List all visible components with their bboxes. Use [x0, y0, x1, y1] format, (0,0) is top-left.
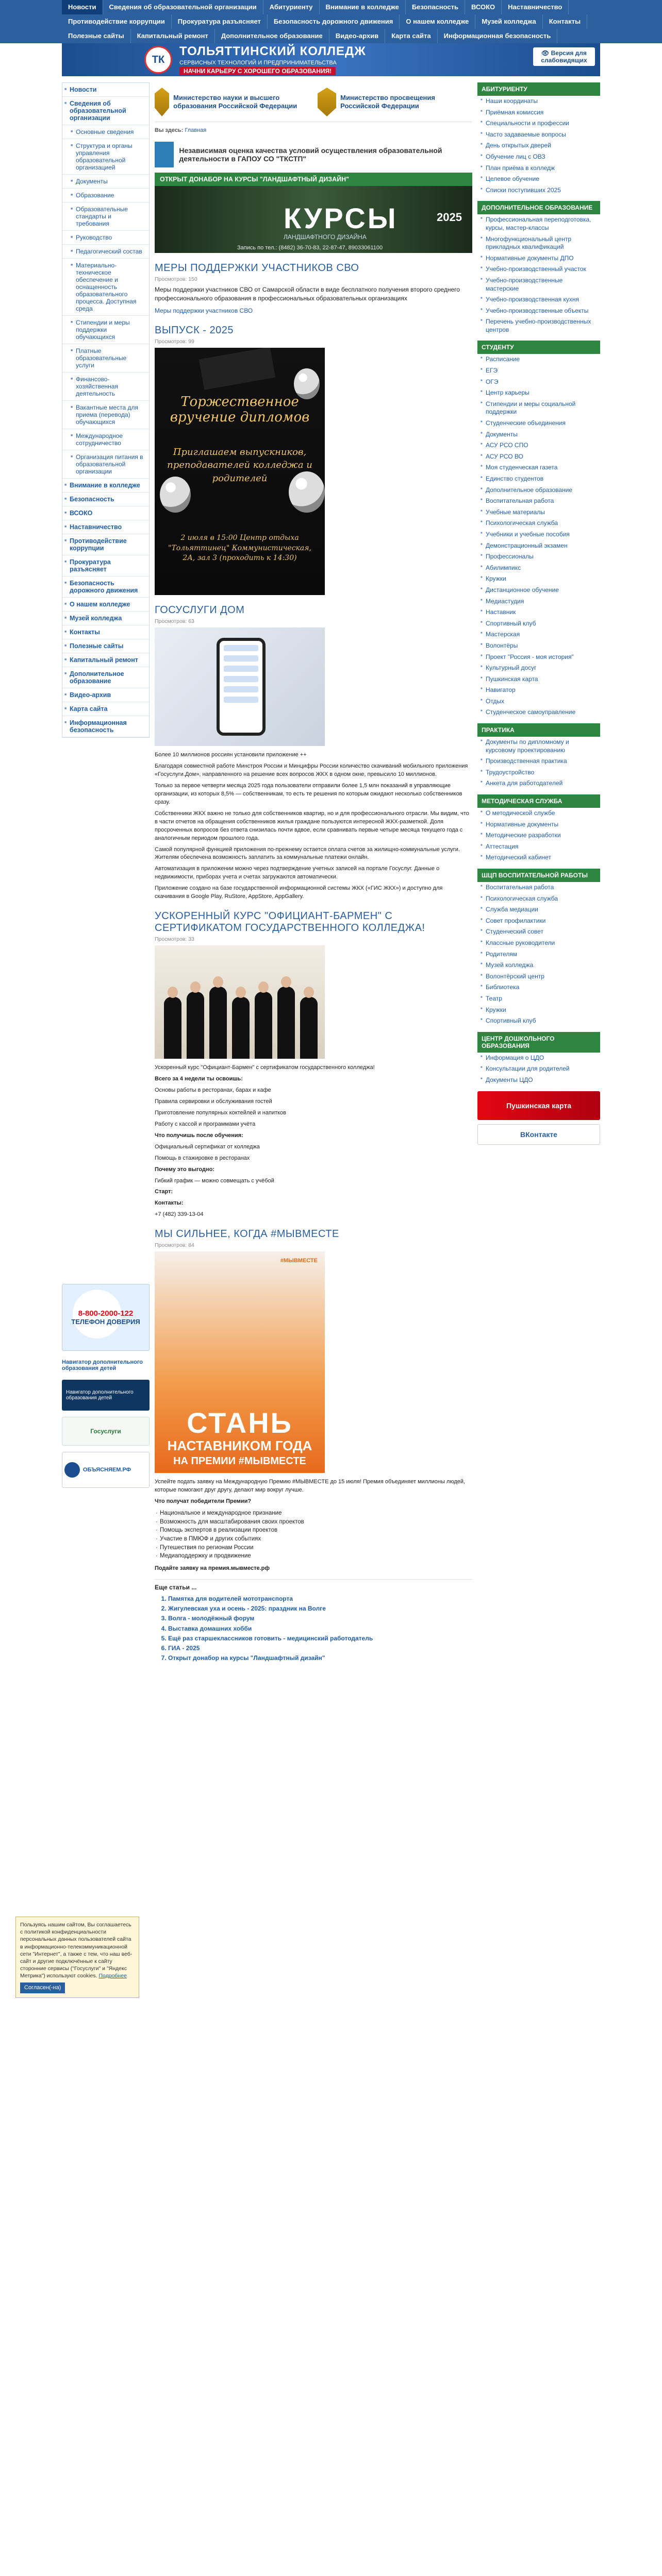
right-block-link[interactable]: ■ Кружки: [477, 1005, 600, 1016]
left-menu-item[interactable]: ■ Сведения об образовательной организации: [62, 97, 149, 125]
right-block-link[interactable]: ■ Моя студенческая газета: [477, 462, 600, 473]
left-menu-item[interactable]: ■ Образовательные стандарты и требования: [62, 202, 149, 231]
news-article: [155, 325, 472, 595]
left-menu-item[interactable]: ■ Образование: [62, 189, 149, 202]
news-detail-line: +7 (482) 339-13-04: [155, 1211, 204, 1218]
topnav-item[interactable]: Наставничество: [502, 0, 569, 14]
news-views: Просмотров: 84: [155, 1242, 194, 1249]
left-menu-item[interactable]: ■ Информационная безопасность: [62, 716, 149, 737]
news-text: Успейте подать заявку на Международную Премию #МЫВМЕСТЕ до 15 июля! Премия объединяет миллионы людей, которые помогают друг другу, делают мир вокруг лучше.: [155, 1479, 466, 1494]
graduation-cap-icon: [199, 348, 275, 390]
news-detail-line: Гибкий график — можно совмещать с учёбой: [155, 1177, 274, 1184]
more-article-link[interactable]: 2. Жигулевская уха и осень - 2025: праздник на Волге: [168, 1604, 472, 1614]
right-block-link[interactable]: ■ Дополнительное образование: [477, 485, 600, 496]
right-block-link[interactable]: ■ Наставник: [477, 607, 600, 618]
news-list-item: · Возможность для масштабирования своих проектов: [155, 1518, 472, 1527]
news-title[interactable]: УСКОРЕННЫЙ КУРС "ОФИЦИАНТ-БАРМЕН" С СЕРТИФИКАТОМ ГОСУДАРСТВЕННОГО КОЛЛЕДЖА!: [155, 910, 425, 934]
news-list-item: · Помощь экспертов в реализации проектов: [155, 1526, 472, 1535]
ministry-science[interactable]: [155, 88, 309, 116]
left-menu-item[interactable]: ■ Документы: [62, 175, 149, 189]
right-block-link[interactable]: ■ Отдых: [477, 696, 600, 707]
left-menu-item[interactable]: ■ Материально-техническое обеспечение и оснащенность образовательного процесса. Доступная среда: [62, 259, 149, 316]
mentor-award-poster: [155, 1251, 325, 1473]
right-block: [477, 723, 600, 789]
waiter-course-photo: [155, 945, 325, 1059]
person-figure: [277, 987, 295, 1059]
right-block-link[interactable]: ■ День открытых дверей: [477, 140, 600, 151]
navigator-banner[interactable]: [62, 1380, 150, 1411]
right-block-link[interactable]: ■ Информация о ЦДО: [477, 1053, 600, 1064]
right-block-heading: ЦЕНТР ДОШКОЛЬНОГО ОБРАЗОВАНИЯ: [477, 1032, 600, 1053]
ministry-science-label: Министерство науки и высшего образования Российской Федерации: [173, 94, 297, 110]
right-block-link[interactable]: ■ Учебно-производственная кухня: [477, 294, 600, 306]
left-menu-item[interactable]: ■ О нашем колледже: [62, 598, 149, 612]
person-head: [281, 976, 291, 988]
left-sidebar: [62, 82, 150, 1663]
left-menu-item[interactable]: ■ Новости: [62, 83, 149, 97]
right-block-link[interactable]: ■ Учебно-производственные объекты: [477, 306, 600, 317]
person-head: [304, 987, 314, 998]
right-block-link[interactable]: ■ Пушкинская карта: [477, 674, 600, 685]
news-list-item: · Национальное и международное признание: [155, 1509, 472, 1518]
right-block-link[interactable]: ■ Анкета для работодателей: [477, 778, 600, 789]
right-block-link[interactable]: ■ Консультации для родителей: [477, 1063, 600, 1075]
news-paragraph: Более 10 миллионов россиян установили приложение ++: [155, 752, 307, 758]
person-figure: [232, 997, 250, 1059]
obyasnyaem-icon: [64, 1462, 80, 1478]
right-block-link[interactable]: ■ Многофункциональный центр прикладных квалификаций: [477, 234, 600, 253]
news-article: [155, 1228, 472, 1573]
right-block-link[interactable]: ■ Мастерская: [477, 629, 600, 640]
gosuslugi-label: Госуслуги: [90, 1428, 121, 1435]
quality-assessment-label: Независимая оценка качества условий осуществления образовательной деятельности в ГАПОУ СО "ТКСТП": [179, 146, 442, 163]
college-logo[interactable]: ТК: [144, 46, 172, 74]
right-block-link[interactable]: ■ Нормативные документы ДПО: [477, 253, 600, 264]
news-detail-line: Приготовление популярных коктейлей и напитков: [155, 1109, 287, 1116]
breadcrumb-prefix: Вы здесь:: [155, 127, 184, 133]
right-block-link[interactable]: ■ Кружки: [477, 573, 600, 585]
right-block-link[interactable]: ■ Профессиональная переподготовка, курсы, мастер-классы: [477, 214, 600, 233]
header-titles: [179, 44, 366, 75]
left-menu-item[interactable]: ■ Прокуратура разъясняет: [62, 555, 149, 577]
top-navigation: [0, 0, 662, 43]
right-block-link[interactable]: ■ Учебные материалы: [477, 507, 600, 518]
news-paragraph: Только за первое четверти месяца 2025 года пользователи отправили более 1,5 млн показаний в управляющие организации, из которых 8,5% — собственникам, то есть те решения по которым ожидают несколько собственников сразу.: [155, 782, 462, 805]
right-block-link[interactable]: ■ Методические разработки: [477, 830, 600, 841]
ministries-row: [155, 82, 472, 122]
news-text: Меры поддержки участников СВО от Самарской области в виде бесплатного получения второго среднего профессионального образования в профессиональных образовательных организациях: [155, 286, 460, 302]
right-block-link[interactable]: ■ Документы ЦДО: [477, 1075, 600, 1086]
right-block-link[interactable]: ■ Абилимпикс: [477, 563, 600, 574]
more-article-link[interactable]: 6. ГИА - 2025: [168, 1643, 472, 1653]
left-banners: [62, 1284, 150, 1488]
topnav-item[interactable]: Музей колледжа: [475, 14, 542, 29]
right-block-link[interactable]: ■ Спортивный клуб: [477, 1015, 600, 1027]
news-detail-line: Работу с кассой и программами учёта: [155, 1121, 256, 1127]
poster-caption-title: Торжественное вручение дипломов: [170, 394, 310, 426]
coat-of-arms-icon: [318, 88, 336, 116]
graduation-poster-image: [155, 348, 325, 595]
right-block-heading: МЕТОДИЧЕСКАЯ СЛУЖБА: [477, 794, 600, 808]
topnav-item[interactable]: Капитальный ремонт: [131, 29, 215, 43]
news-detail-line: Старт:: [155, 1189, 173, 1195]
ministry-education[interactable]: [318, 88, 472, 116]
college-title: ТОЛЬЯТТИНСКИЙ КОЛЛЕДЖ: [179, 44, 366, 58]
news-list-item: · Участие в ПМЮФ и других событиях: [155, 1535, 472, 1544]
right-block: [477, 201, 600, 335]
right-block-link[interactable]: ■ Музей колледжа: [477, 960, 600, 971]
left-menu-item[interactable]: ■ Внимание в колледже: [62, 479, 149, 493]
news-detail-line: Всего за 4 недели ты освоишь:: [155, 1076, 243, 1082]
right-block-link[interactable]: ■ Проект "Россия - моя история": [477, 652, 600, 663]
poster-headline: СТАНЬ: [187, 1406, 293, 1439]
right-block-link[interactable]: ■ Производственная практика: [477, 756, 600, 767]
left-menu-item[interactable]: ■ Музей колледжа: [62, 612, 149, 625]
more-articles-heading: Еще статьи ...: [155, 1584, 197, 1591]
news-list-item: · Медиаподдержку и продвижение: [155, 1552, 472, 1561]
news-details: [155, 1075, 472, 1219]
news-list-item: · Путешествия по регионам России: [155, 1544, 472, 1552]
right-block-link[interactable]: ■ Документы: [477, 429, 600, 440]
more-article-link[interactable]: 5. Ещё раз старшеклассников готовить - медицинский работодатель: [168, 1634, 472, 1643]
right-block-link[interactable]: ■ ОГЭ: [477, 377, 600, 388]
left-menu-item[interactable]: ■ Карта сайта: [62, 702, 149, 716]
landscape-course-banner[interactable]: [155, 186, 472, 253]
right-block-link[interactable]: ■ Психологическая служба: [477, 893, 600, 905]
course-announcement-bar[interactable]: ОТКРЫТ ДОНАБОР НА КУРСЫ "ЛАНДШАФТНЫЙ ДИЗАЙН": [155, 173, 472, 186]
news-paragraph: Приложение создано на базе государственной информационной системы ЖКХ («ГИС ЖКХ») и доступно для скачивания в Google Play, RuStore, AppStore, AppGallery.: [155, 885, 443, 900]
topnav-item[interactable]: Безопасность: [406, 0, 465, 14]
right-block-link[interactable]: ■ Целевое обучение: [477, 174, 600, 185]
right-block-link[interactable]: ■ Навигатор: [477, 685, 600, 696]
topnav-item[interactable]: Контакты: [543, 14, 587, 29]
breadcrumb: [155, 124, 472, 137]
college-subtitle: СЕРВИСНЫХ ТЕХНОЛОГИЙ И ПРЕДПРИНИМАТЕЛЬСТВА: [179, 60, 337, 66]
right-block-heading: ШЦП ВОСПИТАТЕЛЬНОЙ РАБОТЫ: [477, 869, 600, 882]
right-block-link[interactable]: ■ План приёма в колледж: [477, 163, 600, 174]
helpline-number: 8-800-2000-122: [78, 1309, 134, 1318]
right-block-link[interactable]: ■ Библиотека: [477, 982, 600, 993]
right-block-heading: ДОПОЛНИТЕЛЬНОЕ ОБРАЗОВАНИЕ: [477, 201, 600, 214]
course-banner-year: 2025: [437, 211, 462, 224]
news-detail-line: Основы работы в ресторанах, барах и кафе: [155, 1087, 271, 1094]
news-paragraph: Автоматизация в приложении можно через подтверждение учетных записей на портале Госуслуг. Данные о недвижимости, приборах учета и счетах загружаются автоматически.: [155, 866, 440, 880]
obyasnyaem-banner[interactable]: [62, 1452, 150, 1488]
cookie-notice: [15, 1917, 139, 1998]
right-block-link[interactable]: ■ Трудоустройство: [477, 767, 600, 778]
news-detail-line: Правила сервировки и обслуживания гостей: [155, 1098, 272, 1105]
right-block-link[interactable]: ■ ЕГЭ: [477, 365, 600, 377]
course-banner-phone: Запись по тел.: (8482) 36-70-83, 22-87-47, 89033061100: [237, 245, 383, 251]
news-detail-line: Что получишь после обучения:: [155, 1132, 243, 1139]
coat-of-arms-icon: [155, 88, 169, 116]
right-block-link[interactable]: ■ Родителям: [477, 949, 600, 960]
left-menu-item[interactable]: ■ Контакты: [62, 625, 149, 639]
topnav-item[interactable]: ВСОКО: [465, 0, 502, 14]
cookie-accept-button[interactable]: Согласен(-на): [20, 1982, 65, 1993]
right-block-list: [477, 354, 600, 718]
right-block-link[interactable]: ■ Психологическая служба: [477, 518, 600, 529]
helpline-banner[interactable]: [62, 1284, 150, 1351]
quality-assessment-banner[interactable]: [155, 137, 472, 173]
right-block-link[interactable]: ■ Культурный досуг: [477, 663, 600, 674]
right-block-link[interactable]: ■ Наши координаты: [477, 96, 600, 107]
more-article-link[interactable]: 7. Открыт донабор на курсы "Ландшафтный дизайн": [168, 1653, 472, 1663]
gosuslugi-dom-image: [155, 628, 325, 746]
news-title[interactable]: ВЫПУСК - 2025: [155, 325, 234, 336]
news-paragraph: Самой популярной функцией приложения по-прежнему остается оплата счетов за жилищно-коммунальные услуги. Жителям обеспечена возможность заплатить за коммунальные платежи онлайн.: [155, 846, 460, 861]
left-menu-item[interactable]: ■ Финансово-хозяйственная деятельность: [62, 372, 149, 401]
news-list: [155, 1509, 472, 1561]
right-block-list: [477, 214, 600, 335]
right-block-link[interactable]: ■ Воспитательная работа: [477, 882, 600, 893]
news-paragraph: Благодаря совместной работе Минстроя России и Минцифры России количество скачиваний мобильного приложения «Госуслуги.Дом», направленного на решение всех вопросов ЖКХ в одном окне, превысило 10 миллионов.: [155, 763, 468, 778]
right-block-link[interactable]: ■ Учебно-производственные мастерские: [477, 275, 600, 294]
right-block-link[interactable]: ■ Приёмная комиссия: [477, 107, 600, 118]
left-menu-item[interactable]: ■ Основные сведения: [62, 125, 149, 139]
right-block: [477, 1032, 600, 1086]
news-title[interactable]: МЫ СИЛЬНЕЕ, КОГДА #МЫВМЕСТЕ: [155, 1228, 339, 1240]
right-block: [477, 341, 600, 718]
main-content: [155, 82, 472, 1663]
obyasnyaem-label: ОБЪЯСНЯЕМ.РФ: [83, 1467, 131, 1473]
news-article: [155, 604, 472, 901]
right-block-link[interactable]: ■ Документы по дипломному и курсовому проектированию: [477, 737, 600, 756]
right-block-link[interactable]: ■ Театр: [477, 993, 600, 1005]
vk-banner[interactable]: ВКонтакте: [477, 1124, 600, 1145]
quality-assessment-icon: [155, 142, 174, 167]
right-sidebar: [477, 82, 600, 1663]
right-block-link[interactable]: ■ Спортивный клуб: [477, 618, 600, 630]
news-views: Просмотров: 99: [155, 338, 194, 345]
news-article: [155, 262, 472, 315]
right-block-list: [477, 808, 600, 863]
left-menu: [62, 82, 150, 738]
right-block-link[interactable]: ■ Учебники и учебные пособия: [477, 529, 600, 540]
left-menu-item[interactable]: ■ Наставничество: [62, 520, 149, 534]
right-block-link[interactable]: ■ Студенческие объединения: [477, 418, 600, 429]
topnav-item[interactable]: О нашем колледже: [400, 14, 475, 29]
poster-subheadline: НАСТАВНИКОМ ГОДА: [167, 1438, 312, 1454]
left-menu-item[interactable]: ■ Организация питания в образовательной организации: [62, 450, 149, 479]
pushkin-card-banner[interactable]: Пушкинская карта: [477, 1091, 600, 1120]
poster-caption-invite: Приглашаем выпускников, преподавателей колледжа и родителей: [167, 447, 312, 484]
right-block-link[interactable]: ■ Единство студентов: [477, 473, 600, 485]
gosuslugi-banner[interactable]: [62, 1417, 150, 1446]
left-menu-item[interactable]: ■ Безопасность дорожного движения: [62, 577, 149, 598]
right-block-heading: АБИТУРИЕНТУ: [477, 82, 600, 96]
right-block-link[interactable]: ■ Студенческий совет: [477, 926, 600, 938]
ministry-education-label: Министерство просвещения Российской Федерации: [340, 94, 435, 110]
topnav-item[interactable]: Полезные сайты: [62, 29, 131, 43]
navigator-link[interactable]: Навигатор дополнительного образования детей: [62, 1359, 143, 1371]
person-figure: [164, 997, 181, 1059]
person-head: [258, 981, 269, 993]
poster-tagline: НА ПРЕМИИ #МЫВМЕСТЕ: [173, 1455, 306, 1467]
right-block-link[interactable]: ■ Дистанционное обучение: [477, 585, 600, 596]
poster-caption-details: 2 июля в 15:00 Центр отдыха "Тольяттинец" Коммунистическая, 2А, зал 3 (проходить к 14:30): [168, 534, 311, 563]
breadcrumb-home-link[interactable]: Главная: [185, 127, 207, 133]
right-block-link[interactable]: ■ Учебно-производственный участок: [477, 264, 600, 275]
right-block-link[interactable]: ■ Медиастудия: [477, 596, 600, 607]
news-article: [155, 910, 472, 1219]
news-detail-line: Почему это выгодно:: [155, 1166, 214, 1173]
topnav-item[interactable]: Безопасность дорожного движения: [268, 14, 400, 29]
more-article-link[interactable]: 3. Волга - молодёжный форум: [168, 1614, 472, 1623]
right-block-link[interactable]: ■ Волонтёры: [477, 640, 600, 652]
right-block-link[interactable]: ■ Демонстрационный экзамен: [477, 540, 600, 552]
right-block-link[interactable]: ■ Обучение лиц с ОВЗ: [477, 151, 600, 163]
right-block-list: [477, 737, 600, 789]
college-slogan: НАЧНИ КАРЬЕРУ С ХОРОШЕГО ОБРАЗОВАНИЯ!: [179, 67, 336, 75]
news-intro: Ускоренный курс "Официант-Бармен" с сертификатом государственного колледжа!: [155, 1064, 375, 1071]
right-block-link[interactable]: ■ АСУ РСО ВО: [477, 451, 600, 463]
right-block-link[interactable]: ■ Нормативные документы: [477, 819, 600, 831]
person-figure: [300, 997, 318, 1059]
person-head: [236, 987, 246, 998]
left-menu-item[interactable]: ■ Безопасность: [62, 493, 149, 506]
right-block-list: [477, 1053, 600, 1086]
left-menu-item[interactable]: ■ Руководство: [62, 231, 149, 245]
right-block-link[interactable]: ■ Аттестация: [477, 841, 600, 853]
right-block: [477, 869, 600, 1027]
right-block-link[interactable]: ■ Совет профилактики: [477, 916, 600, 927]
topnav-item[interactable]: Новости: [62, 0, 103, 14]
news-detail-line: Официальный сертификат от колледжа: [155, 1143, 260, 1150]
news-detail-line: Контакты:: [155, 1200, 184, 1207]
news-views: Просмотров: 33: [155, 936, 194, 943]
person-head: [190, 981, 201, 993]
course-banner-title: КУРСЫ: [284, 202, 398, 234]
topnav-item[interactable]: Абитуриенту: [263, 0, 320, 14]
left-menu-item[interactable]: ■ Педагогический состав: [62, 245, 149, 259]
right-block-heading: ПРАКТИКА: [477, 723, 600, 737]
topnav-item[interactable]: Дополнительное образование: [215, 29, 329, 43]
news-views: Просмотров: 63: [155, 618, 194, 625]
news-views: Просмотров: 150: [155, 276, 197, 282]
right-block-link[interactable]: ■ Часто задаваемые вопросы: [477, 129, 600, 141]
person-figure: [187, 992, 204, 1059]
helpline-label: ТЕЛЕФОН ДОВЕРИЯ: [71, 1318, 140, 1326]
right-block-link[interactable]: ■ Служба медиации: [477, 904, 600, 916]
right-block-link[interactable]: ■ Методический кабинет: [477, 852, 600, 863]
left-menu-item[interactable]: ■ Стипендии и меры поддержки обучающихся: [62, 316, 149, 344]
right-block-link[interactable]: ■ АСУ РСО СПО: [477, 440, 600, 451]
cookie-more-link[interactable]: Подробнее: [98, 1973, 127, 1979]
poster-hashtag: #МЫВМЕСТЕ: [280, 1258, 318, 1264]
news-cta[interactable]: Подайте заявку на премия.мывместе.рф: [155, 1565, 270, 1572]
right-block-link[interactable]: ■ Перечень учебно-производственных центров: [477, 316, 600, 335]
right-block-link[interactable]: ■ Студенческое самоуправление: [477, 707, 600, 718]
right-block-link[interactable]: ■ Центр карьеры: [477, 387, 600, 399]
left-menu-item[interactable]: ■ Платные образовательные услуги: [62, 344, 149, 372]
more-articles: [155, 1579, 472, 1663]
cookie-text: Пользуясь нашим сайтом, Вы соглашаетесь с политикой конфиденциальности персональных данных пользователей сайта в информационно-телекоммуникационной сети "Интернет", а также с тем, что наш веб-сайт и другие подключённые к сайту сторонние сервисы ("Госуслуги" и "Яндекс Метрика") используют cookies.: [20, 1922, 133, 1979]
right-block-link[interactable]: ■ О методической службе: [477, 808, 600, 819]
accessible-version-button[interactable]: [533, 47, 595, 66]
left-menu-item[interactable]: ■ Видео-архив: [62, 688, 149, 702]
topnav-item[interactable]: Информационная безопасность: [438, 29, 558, 43]
eye-icon: 👁: [541, 49, 551, 57]
right-block-link[interactable]: ■ Волонтёрский центр: [477, 971, 600, 982]
right-block-link[interactable]: ■ Списки поступивших 2025: [477, 185, 600, 196]
topnav-item[interactable]: Карта сайта: [385, 29, 438, 43]
news-list-title: Что получат победители Премии?: [155, 1498, 252, 1505]
left-menu-item[interactable]: ■ Структура и органы управления образовательной организацией: [62, 139, 149, 175]
news-paragraph: Собственники ЖКХ важно не только для собственников квартир, но и для профессионального отрасли. Мы видим, что в части отчетов на обращения собственников жилья граждане пользуются интересной ЖКХ-разметкой. Доля просроченных вопросов без ответа снизилась почти вдвое, если сравнивать первые четыре месяца текущего года с аналогичным периодом прошлого года.: [155, 810, 469, 841]
person-head: [168, 987, 178, 998]
topnav-item[interactable]: Противодействие коррупции: [62, 14, 172, 29]
news-body: [155, 751, 472, 901]
right-block-list: [477, 96, 600, 196]
left-menu-item[interactable]: ■ Противодействие коррупции: [62, 534, 149, 555]
left-menu-item[interactable]: ■ Полезные сайты: [62, 639, 149, 653]
right-block-link[interactable]: ■ Расписание: [477, 354, 600, 365]
smartphone-icon: [217, 638, 266, 736]
left-menu-item[interactable]: ■ Вакантные места для приема (перевода) обучающихся: [62, 401, 149, 429]
right-block: [477, 794, 600, 863]
right-block: [477, 82, 600, 196]
topnav-item[interactable]: Сведения об образовательной организации: [103, 0, 263, 14]
accessible-version-label: Версия для слабовидящих: [541, 49, 587, 64]
right-block-link[interactable]: ■ Стипендии и меры социальной поддержки: [477, 399, 600, 418]
right-block-link[interactable]: ■ Профессионалы: [477, 551, 600, 563]
more-article-link[interactable]: 4. Выставка домашних хобби: [168, 1624, 472, 1634]
more-article-link[interactable]: 1. Памятка для водителей мототранспорта: [168, 1594, 472, 1604]
news-title[interactable]: МЕРЫ ПОДДЕРЖКИ УЧАСТНИКОВ СВО: [155, 262, 359, 274]
news-title[interactable]: ГОСУСЛУГИ ДОМ: [155, 604, 245, 616]
person-head: [213, 976, 223, 988]
right-block-link[interactable]: ■ Специальности и профессии: [477, 118, 600, 129]
news-detail-line: Помощь в стажировке в ресторанах: [155, 1155, 250, 1161]
more-articles-list: [155, 1594, 472, 1663]
right-block-list: [477, 882, 600, 1027]
person-figure: [255, 992, 272, 1059]
person-figure: [209, 987, 227, 1059]
topnav-item[interactable]: Видео-архив: [329, 29, 385, 43]
left-menu-item[interactable]: ■ Капитальный ремонт: [62, 653, 149, 667]
left-menu-item[interactable]: ■ ВСОКО: [62, 506, 149, 520]
right-block-heading: СТУДЕНТУ: [477, 341, 600, 354]
right-block-link[interactable]: ■ Классные руководители: [477, 938, 600, 949]
left-menu-item[interactable]: ■ Дополнительное образование: [62, 667, 149, 688]
site-header-banner: [62, 43, 600, 76]
course-banner-subtitle: ЛАНДШАФТНОГО ДИЗАЙНА: [284, 233, 367, 241]
navigator-banner-label: Навигатор дополнительного образования детей: [66, 1389, 134, 1401]
right-block-link[interactable]: ■ Воспитательная работа: [477, 496, 600, 507]
topnav-item[interactable]: Внимание в колледже: [320, 0, 406, 14]
news-link[interactable]: Меры поддержки участников СВО: [155, 307, 253, 314]
left-menu-item[interactable]: ■ Международное сотрудничество: [62, 429, 149, 450]
topnav-item[interactable]: Прокуратура разъясняет: [172, 14, 268, 29]
content-wrapper: [62, 82, 600, 1663]
